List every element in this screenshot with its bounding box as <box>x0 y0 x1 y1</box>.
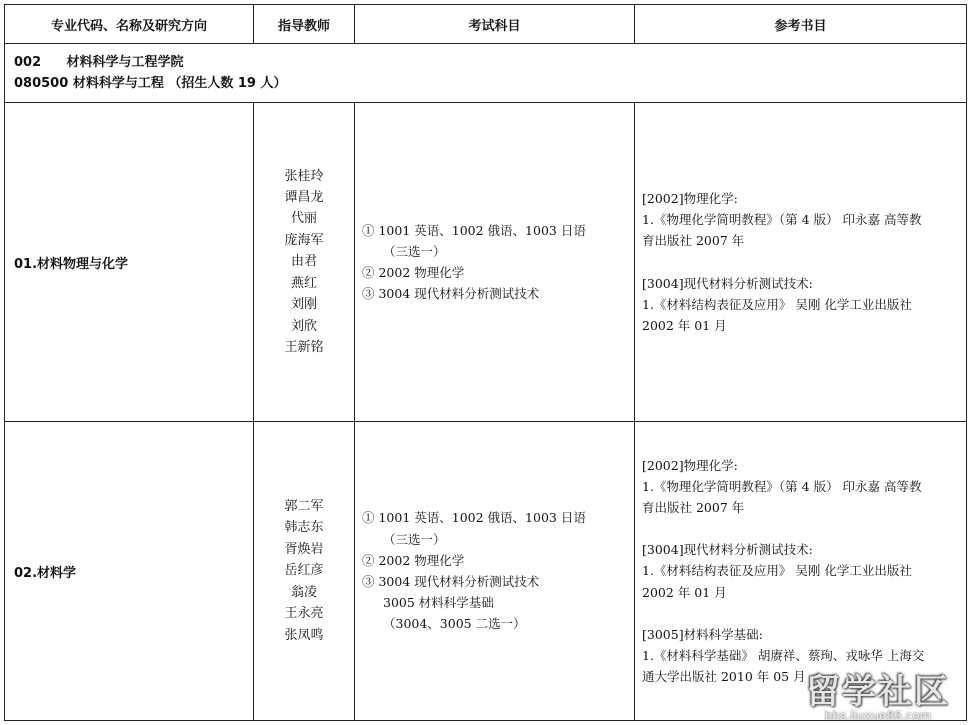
book-spacer <box>642 603 958 624</box>
header-advisor: 指导教师 <box>254 5 355 44</box>
college-name: 材料科学与工程学院 <box>66 55 184 70</box>
book-line: 1.《物理化学简明教程》（第 4 版） 印永嘉 高等教 <box>642 212 922 228</box>
advisor-name: 王永亮 <box>284 606 324 622</box>
subject-line: ② 2002 物理化学 <box>362 552 465 568</box>
book-line: 育出版社 2007 年 <box>642 233 745 249</box>
book-line: 1.《物理化学简明教程》（第 4 版） 印永嘉 高等教 <box>642 478 922 494</box>
college-code: 002 <box>14 55 42 70</box>
book-line: [2002]物理化学: <box>642 190 738 206</box>
advisor-name: 王新铭 <box>284 339 324 355</box>
book-line: 1.《材料结构表征及应用》 吴刚 化学工业出版社 <box>642 296 912 312</box>
advisor-name: 张桂玲 <box>284 168 324 184</box>
watermark-url: bbs.liuxue86.com <box>824 709 932 723</box>
research-direction: 02.材料学 <box>5 422 254 721</box>
exam-subjects <box>355 103 635 422</box>
exam-subjects <box>355 422 635 721</box>
subject-line: ① 1001 英语、1002 俄语、1003 日语 <box>362 222 586 238</box>
advisor-name: 郭二军 <box>284 499 324 515</box>
advisor-name: 刘刚 <box>290 297 317 313</box>
advisor-name: 代丽 <box>290 211 317 227</box>
book-line: 1.《材料科学基础》 胡赓祥、蔡珣、戎咏华 上海交 <box>642 648 925 663</box>
advisor-name: 韩志东 <box>284 520 324 536</box>
book-line: 2002 年 01 月 <box>642 584 727 600</box>
book-line: 育出版社 2007 年 <box>642 499 745 515</box>
subject-line: ① 1001 英语、1002 俄语、1003 日语 <box>362 510 586 526</box>
admissions-table <box>4 4 967 721</box>
advisor-name: 刘欣 <box>290 318 317 334</box>
book-line: [3005]材料科学基础: <box>642 626 763 642</box>
reference-books <box>635 103 967 422</box>
advisor-name: 岳红彦 <box>284 563 324 579</box>
research-direction: 01.材料物理与化学 <box>5 103 254 422</box>
watermark-logo: 留学社区 <box>806 672 950 712</box>
header-exam-subjects: 考试科目 <box>355 5 635 44</box>
advisor-name: 由君 <box>290 254 317 270</box>
book-line: 通大学出版社 2010 年 05 月 <box>642 669 806 685</box>
section-cell <box>5 44 967 103</box>
subject-line: ③ 3004 现代材料分析测试技术 <box>362 286 540 302</box>
subject-line: ③ 3004 现代材料分析测试技术 <box>362 574 540 589</box>
advisor-list <box>254 422 355 721</box>
site-watermark <box>806 664 950 723</box>
major-name: 材料科学与工程 （招生人数 19 人） <box>72 76 287 91</box>
subject-line: ② 2002 物理化学 <box>362 265 465 280</box>
advisor-list <box>254 103 355 422</box>
advisor-name: 胥焕岩 <box>284 541 324 557</box>
subject-line: （3004、3005 二选一） <box>383 616 526 632</box>
book-line: [3004]现代材料分析测试技术: <box>642 275 813 291</box>
subject-line: 3005 材料科学基础 <box>383 595 494 611</box>
book-spacer <box>642 252 958 273</box>
book-line: 2002 年 01 月 <box>642 317 727 333</box>
book-spacer <box>642 518 958 539</box>
advisor-name: 翁凌 <box>290 584 317 600</box>
major-line <box>14 73 966 94</box>
book-line: [3004]现代材料分析测试技术: <box>642 542 813 558</box>
book-line: [2002]物理化学: <box>642 457 738 473</box>
advisor-name: 庞海军 <box>284 232 324 248</box>
header-reference-books: 参考书目 <box>635 5 967 44</box>
subject-line: （三选一） <box>383 243 446 259</box>
advisor-name: 张凤鸣 <box>284 627 324 643</box>
subject-line: （三选一） <box>383 531 446 547</box>
header-row <box>5 5 967 44</box>
college-line <box>14 52 966 73</box>
header-direction: 专业代码、名称及研究方向 <box>5 5 254 44</box>
table-row <box>5 103 967 422</box>
section-row <box>5 44 967 103</box>
book-line: 1.《材料结构表征及应用》 吴刚 化学工业出版社 <box>642 563 912 579</box>
advisor-name: 谭昌龙 <box>284 190 324 206</box>
major-code: 080500 <box>14 76 69 91</box>
advisor-name: 燕红 <box>290 275 317 291</box>
